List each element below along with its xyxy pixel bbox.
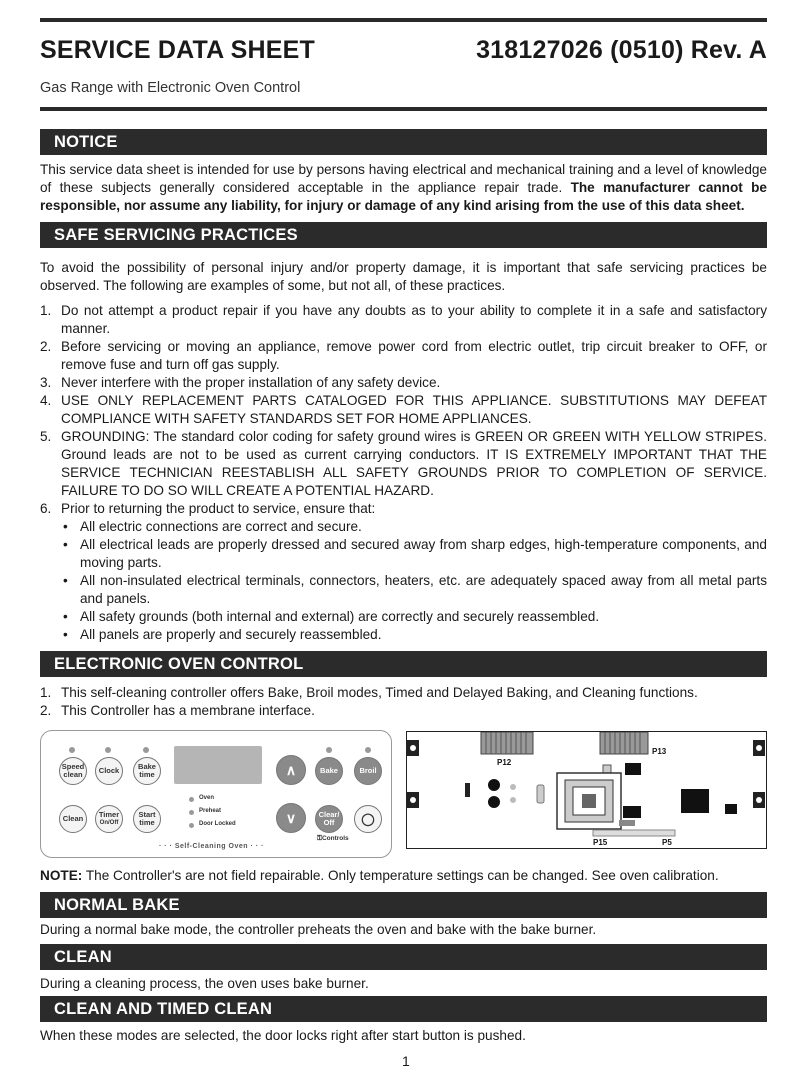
clean-text: During a cleaning process, the oven uses bake burner.: [40, 976, 369, 991]
notice-text: This service data sheet is intended for use by persons having electrical and mechanical training and a level of knowledge of these subjects generally considered acceptable in the appliance repair trade.: [40, 162, 767, 195]
controller-note: [40, 867, 767, 885]
up-arrow-icon: ∧: [276, 755, 306, 785]
clock-button: Clock: [95, 757, 123, 785]
item-number: 1.: [40, 303, 52, 318]
list-item: [40, 702, 767, 720]
safe-servicing-intro: To avoid the possibility of personal injury and/or property damage, it is important that safe servicing practices be observed. The following are examples of some, but not all, of these practices.: [40, 260, 767, 293]
notice-bold-text: The manufacturer cannot be responsible, nor assume any liability, for injury or damage of any kind arising from the use of this data sheet.: [40, 180, 767, 213]
item-text: USE ONLY REPLACEMENT PARTS CATALOGED FOR THIS APPLIANCE. SUBSTITUTIONS MAY DEFEAT COMPLIANCE WITH SAFETY STANDARDS SET FOR HOME APPLIANCES.: [61, 393, 767, 426]
electronic-control-heading: ELECTRONIC OVEN CONTROL: [40, 651, 767, 677]
document-number: 318127026 (0510) Rev. A: [476, 36, 767, 64]
broil-button: Broil: [354, 757, 382, 785]
indicator-led: [365, 747, 371, 753]
item-text: GROUNDING: The standard color coding for safety ground wires is GREEN OR GREEN WITH YELLOW STRIPES. Ground leads are not to be used as current carrying conductors. IT IS EXTREMELY IMPORTANT THAT THE SERVICE TECHNICIAN REESTABLISH ALL SAFETY GROUNDS PRIOR TO COMPLETION OF SERVICE. FAILURE TO DO SO WILL CREATE A POTENTIAL HAZARD.: [61, 429, 767, 498]
electronic-control-list: [40, 684, 767, 720]
list-item: [40, 338, 767, 374]
oven-indicator-dot: [189, 797, 194, 802]
indicator-led: [69, 747, 75, 753]
bullet-item: • All safety grounds (both internal and external) are correctly and securely reassembled.: [61, 608, 767, 626]
p5-label: P5: [662, 838, 672, 847]
safe-servicing-heading: SAFE SERVICING PRACTICES: [40, 222, 767, 248]
oven-indicator-label: Oven: [199, 795, 215, 801]
note-label: NOTE:: [40, 868, 83, 883]
bullet-item: • All panels are properly and securely reassembled.: [61, 626, 767, 644]
item-text: Never interfere with the proper installation of any safety device.: [61, 375, 441, 390]
door-locked-indicator-dot: [189, 823, 194, 828]
list-item: [40, 500, 767, 644]
item-number: 1.: [40, 685, 52, 700]
bake-time-button: Bake time: [133, 757, 161, 785]
list-item: [40, 428, 767, 500]
clean-timed-text: When these modes are selected, the door locks right after start button is pushed.: [40, 1028, 526, 1043]
start-time-button: Start time: [133, 805, 161, 833]
item-text: Before servicing or moving an appliance, remove power cord from electric outlet, trip circuit breaker to OFF, or remove fuse and turn off gas supply.: [61, 339, 767, 372]
notice-heading: NOTICE: [40, 129, 767, 155]
item-text: Prior to returning the product to service, ensure that:: [61, 501, 376, 516]
bullet-item: • All non-insulated electrical terminals, connectors, heaters, etc. are adequately spaced away from all metal parts and panels.: [61, 572, 767, 608]
oven-display: [174, 746, 262, 784]
bullet-item: • All electric connections are correct and secure.: [61, 518, 767, 536]
list-item: [40, 302, 767, 338]
timer-label: Timer: [98, 810, 120, 819]
title-row: [40, 36, 767, 65]
indicator-led: [143, 747, 149, 753]
preheat-indicator-label: Preheat: [199, 808, 222, 814]
control-panel-illustration: [40, 730, 392, 858]
board-drawing: [407, 732, 765, 847]
safe-servicing-list: [40, 302, 767, 644]
page-title: SERVICE DATA SHEET: [40, 36, 315, 64]
clean-timed-heading: CLEAN AND TIMED CLEAN: [40, 996, 767, 1022]
top-rule: [40, 18, 767, 22]
indicator-led: [326, 747, 332, 753]
page-subtitle: Gas Range with Electronic Oven Control: [40, 80, 301, 96]
controls-lock-label: [317, 835, 349, 843]
item-number: 6.: [40, 501, 52, 516]
indicator-led: [105, 747, 111, 753]
note-text: The Controller's are not field repairable. Only temperature settings can be changed. See oven calibration.: [85, 868, 719, 883]
timer-sub-label: On/Off: [99, 820, 119, 826]
list-item: [40, 374, 767, 392]
item-number: 5.: [40, 429, 52, 444]
p15-label: P15: [593, 838, 608, 847]
normal-bake-heading: NORMAL BAKE: [40, 892, 767, 918]
list-item: [40, 684, 767, 702]
clean-button: Clean: [59, 805, 87, 833]
p12-label: P12: [497, 758, 512, 767]
clear-off-button: Clear/ Off: [315, 805, 343, 833]
preheat-indicator-dot: [189, 810, 194, 815]
p13-label: P13: [652, 747, 667, 756]
clean-heading: CLEAN: [40, 944, 767, 970]
item-text: Do not attempt a product repair if you have any doubts as to your ability to complete it in a safe and satisfactory manner.: [61, 303, 767, 336]
self-cleaning-oven-label: · · · Self-Cleaning Oven · · ·: [159, 843, 264, 850]
item-text: This Controller has a membrane interface.: [61, 703, 315, 718]
page-number: 1: [402, 1053, 410, 1069]
item-number: 3.: [40, 375, 52, 390]
notice-paragraph: [40, 161, 767, 215]
list-item: [40, 392, 767, 428]
light-bulb-icon: ◯: [354, 805, 382, 833]
door-locked-indicator-label: Door Locked: [199, 821, 236, 827]
normal-bake-text: During a normal bake mode, the controller preheats the oven and bake with the bake burner.: [40, 922, 597, 937]
ensure-bullet-list: [61, 518, 767, 644]
down-arrow-icon: ∨: [276, 803, 306, 833]
lock-icon: ⚿: [317, 835, 322, 842]
item-number: 4.: [40, 393, 52, 408]
speed-clean-button: Speed clean: [59, 757, 87, 785]
bullet-item: • All electrical leads are properly dressed and secured away from sharp edges, high-temperature components, and moving parts.: [61, 536, 767, 572]
bake-button: Bake: [315, 757, 343, 785]
timer-button: [95, 805, 123, 833]
item-number: 2.: [40, 339, 52, 354]
control-board-illustration: [406, 731, 767, 849]
item-text: This self-cleaning controller offers Bake, Broil modes, Timed and Delayed Baking, and Cleaning functions.: [61, 685, 698, 700]
header-rule: [40, 107, 767, 111]
item-number: 2.: [40, 703, 52, 718]
controls-label-text: Controls: [321, 835, 349, 842]
